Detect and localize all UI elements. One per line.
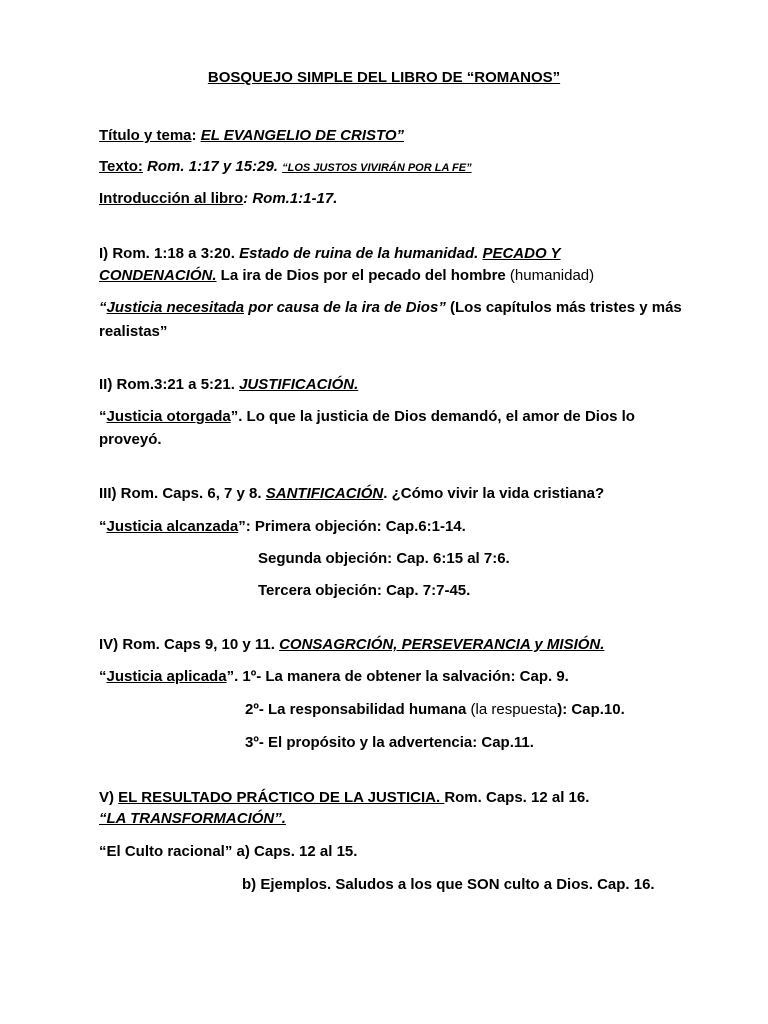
section-3-item-2: Segunda objeción: Cap. 6:15 al 7:6. <box>258 550 510 567</box>
section-4-item-3: 3º- El propósito y la advertencia: Cap.11. <box>245 734 534 751</box>
section-3-heading: III) Rom. Caps. 6, 7 y 8. SANTIFICACIÓN. ¿Cómo vivir la vida cristiana? <box>99 485 605 502</box>
texto-line <box>99 156 472 179</box>
intro-label: Introducción al libro <box>99 190 244 207</box>
section-5-item-a: “El Culto racional” a) Caps. 12 al 15. <box>99 843 358 860</box>
texto-label: Texto: <box>99 158 143 175</box>
section-1-desc-cont: realistas” <box>99 323 168 340</box>
section-5-subheading: “LA TRANSFORMACIÓN”. <box>99 810 286 827</box>
titulo-tema-line: Título y tema: EL EVANGELIO DE CRISTO” <box>99 127 405 144</box>
section-1-desc: “Justicia necesitada por causa de la ira de Dios” (Los capítulos más tristes y más <box>99 299 682 316</box>
section-2-heading: II) Rom.3:21 a 5:21. JUSTIFICACIÓN. <box>99 376 359 393</box>
section-5-heading: V) EL RESULTADO PRÁCTICO DE LA JUSTICIA. Rom. Caps. 12 al 16. <box>99 789 590 806</box>
section-4-heading: IV) Rom. Caps 9, 10 y 11. CONSAGRCIÓN, PERSEVERANCIA y MISIÓN. <box>99 636 605 653</box>
titulo-label: Título y tema <box>99 127 192 144</box>
section-1-heading: I) Rom. 1:18 a 3:20. Estado de ruina de la humanidad. PECADO Y <box>99 245 561 262</box>
section-3-item-1: “Justicia alcanzada”: Primera objeción: Cap.6:1-14. <box>99 518 466 535</box>
introduccion-line <box>99 188 337 210</box>
section-3-item-3: Tercera objeción: Cap. 7:7-45. <box>258 582 471 599</box>
texto-ref: Rom. 1:17 y 15:29. <box>142 158 283 175</box>
intro-ref: : Rom.1:1-17. <box>243 190 338 207</box>
section-4-item-1: “Justicia aplicada”. 1º- La manera de obtener la salvación: Cap. 9. <box>99 668 569 685</box>
section-1-heading-cont: CONDENACIÓN. La ira de Dios por el pecado del hombre (humanidad) <box>99 267 595 284</box>
section-4-item-2: 2º- La responsabilidad humana (la respuesta): Cap.10. <box>245 701 625 718</box>
section-5-item-b: b) Ejemplos. Saludos a los que SON culto a Dios. Cap. 16. <box>242 876 655 893</box>
section-2-desc-cont: proveyó. <box>99 431 162 448</box>
section-2-desc: “Justicia otorgada”. Lo que la justicia de Dios demandó, el amor de Dios lo <box>99 408 635 425</box>
title-text: BOSQUEJO SIMPLE DEL LIBRO DE “ROMANOS” <box>207 69 561 86</box>
texto-quote: “LOS JUSTOS VIVIRÁN POR LA FE” <box>282 162 472 174</box>
page-title <box>0 67 768 89</box>
titulo-value: EL EVANGELIO DE CRISTO” <box>200 127 405 144</box>
